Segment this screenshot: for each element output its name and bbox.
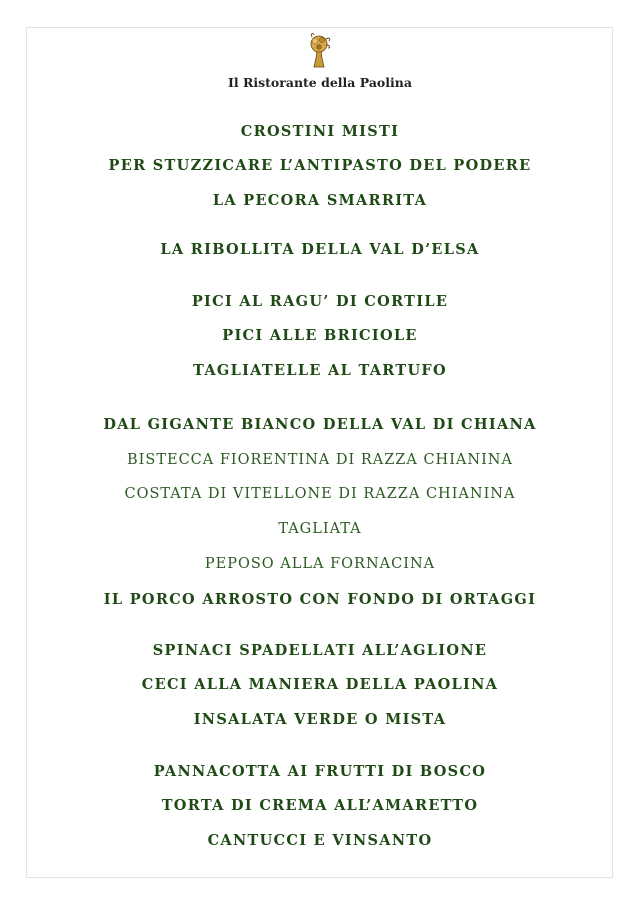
menu-item-antipasto: CROSTINI MISTI — [240, 123, 400, 140]
menu-item-dolce: CANTUCCI E VINSANTO — [207, 832, 433, 849]
tree-logo-icon — [304, 31, 334, 69]
menu-item-contorno: INSALATA VERDE O MISTA — [193, 711, 447, 728]
menu-item-primo: PICI ALLE BRICIOLE — [222, 327, 418, 344]
menu-item-secondo: PEPOSO ALLA FORNACINA — [204, 556, 436, 572]
restaurant-name: Il Ristorante della Paolina — [228, 75, 412, 90]
menu-item-zuppa: LA RIBOLLITA DELLA VAL D’ELSA — [160, 241, 480, 258]
menu-item-secondo: COSTATA DI VITELLONE DI RAZZA CHIANINA — [124, 486, 516, 502]
menu-item-secondo: BISTECCA FIORENTINA DI RAZZA CHIANINA — [127, 452, 513, 468]
menu-item-primo: PICI AL RAGU’ DI CORTILE — [191, 293, 449, 310]
section-heading-secondi: DAL GIGANTE BIANCO DELLA VAL DI CHIANA — [103, 416, 537, 433]
menu-item-antipasto: PER STUZZICARE L’ANTIPASTO DEL PODERE — [108, 157, 532, 174]
menu-item-contorno: CECI ALLA MANIERA DELLA PAOLINA — [141, 676, 499, 693]
menu-item-antipasto: LA PECORA SMARRITA — [212, 192, 428, 209]
menu-item-secondo: TAGLIATA — [278, 521, 362, 537]
menu-item-dolce: TORTA DI CREMA ALL’AMARETTO — [161, 797, 479, 814]
menu-item-primo: TAGLIATELLE AL TARTUFO — [193, 362, 447, 379]
menu-item-porco: IL PORCO ARROSTO CON FONDO DI ORTAGGI — [103, 591, 537, 608]
menu-item-contorno: SPINACI SPADELLATI ALL’AGLIONE — [152, 642, 488, 659]
menu-item-dolce: PANNACOTTA AI FRUTTI DI BOSCO — [153, 763, 487, 780]
